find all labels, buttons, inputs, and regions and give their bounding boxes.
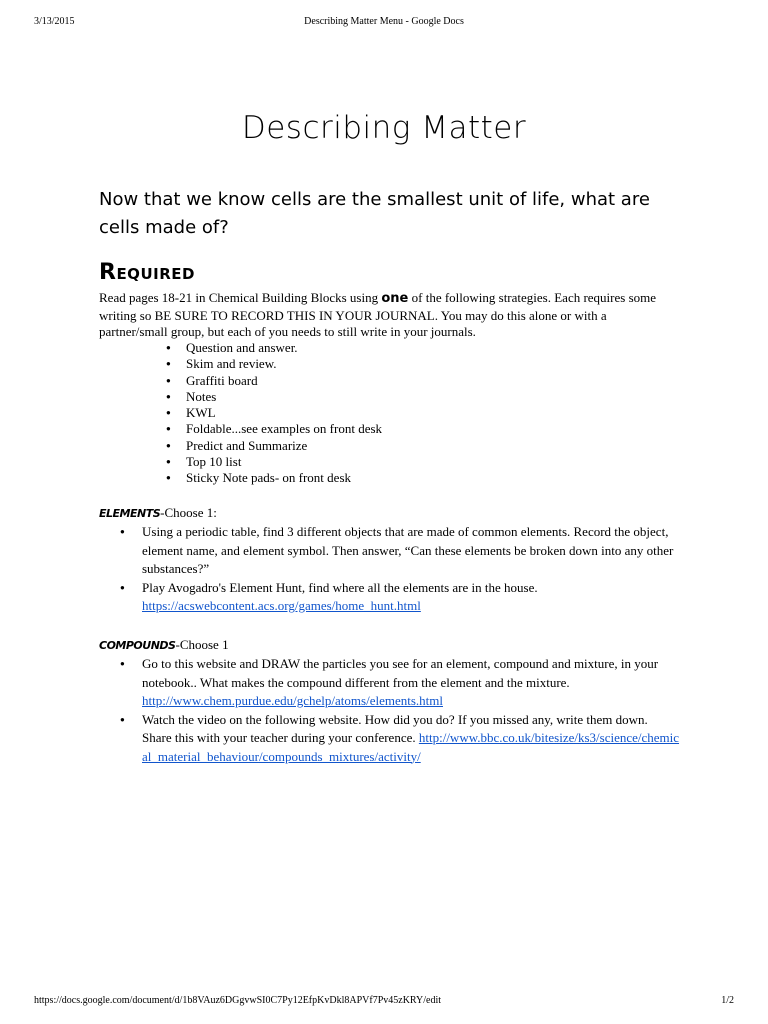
list-item: ● Question and answer. xyxy=(166,340,382,356)
list-item: ● Predict and Summarize xyxy=(166,438,382,454)
compounds-item-draw-particles xyxy=(120,655,680,711)
purdue-elements-link[interactable]: http://www.chem.purdue.edu/gchelp/atoms/elements.html xyxy=(142,693,443,708)
list-item: ● Foldable...see examples on front desk xyxy=(166,421,382,437)
compounds-item-draw-text: Go to this website and DRAW the particles you see for an element, compound and mixture, in your notebook.. What makes the compound different from the element and the mixture. xyxy=(142,656,659,690)
document-title: Describing Matter xyxy=(241,110,527,146)
page-number: 1/2 xyxy=(721,995,734,1006)
list-item: ● Notes xyxy=(166,389,382,405)
elements-item-periodic-table: ● Using a periodic table, find 3 different objects that are made of common elements. Record the object, element name, and element symbol. Then answer, “Can these elements be broken down into any other substances?” xyxy=(120,523,680,579)
bbc-bitesize-link[interactable]: http://www.bbc.co.uk/bitesize/ks3/science/chemical_material_behaviour/compounds_mixtures/activity/ xyxy=(142,730,680,764)
list-item: ● Skim and review. xyxy=(166,356,382,372)
acs-home-hunt-link[interactable]: https://acswebcontent.acs.org/games/home_hunt.html xyxy=(142,598,421,613)
list-item: ● KWL xyxy=(166,405,382,421)
elements-choose: -Choose 1: xyxy=(160,505,217,520)
intro-question: Now that we know cells are the smallest unit of life, what are cells made of? xyxy=(99,189,650,238)
print-date: 3/13/2015 xyxy=(34,16,75,27)
emphasis-one: one xyxy=(381,291,409,306)
elements-item-avogadro xyxy=(120,579,680,616)
strategy-list xyxy=(166,340,382,487)
compounds-item-video-text: Watch the video on the following website. How did you do? If you missed any, write them down. Share this with your teacher during your conference. xyxy=(142,711,648,745)
elements-list xyxy=(120,523,680,616)
list-item: ● Graffiti board xyxy=(166,373,382,389)
elements-item-avogadro-text: Play Avogadro's Element Hunt, find where all the elements are in the house. xyxy=(142,579,538,595)
required-heading: Required xyxy=(99,260,195,285)
compounds-list xyxy=(120,655,680,766)
compounds-item-watch-video xyxy=(120,711,680,767)
list-item: ● Sticky Note pads- on front desk xyxy=(166,470,382,486)
print-footer-url: https://docs.google.com/document/d/1b8VAuz6DGgvwSI0C7Py12EfpKvDkl8APVf7Pv45zKRY/edit xyxy=(34,995,442,1006)
compounds-label: COMPOUNDS xyxy=(99,639,176,652)
compounds-heading xyxy=(99,637,229,654)
elements-label: ELEMENTS xyxy=(99,507,161,520)
required-instructions xyxy=(99,290,674,341)
required-text-before: Read pages 18-21 in Chemical Building Blocks using xyxy=(99,290,382,305)
required-text-after: of the following strategies. Each requires some writing so BE SURE TO RECORD THIS IN YOUR JOURNAL. You may do this alone or with a partner/small group, but each of you needs to still write in your journals. xyxy=(99,290,657,339)
elements-heading xyxy=(99,505,217,522)
print-header-title: Describing Matter Menu - Google Docs xyxy=(304,16,464,27)
list-item: ● Top 10 list xyxy=(166,454,382,470)
compounds-choose: -Choose 1 xyxy=(175,637,229,652)
